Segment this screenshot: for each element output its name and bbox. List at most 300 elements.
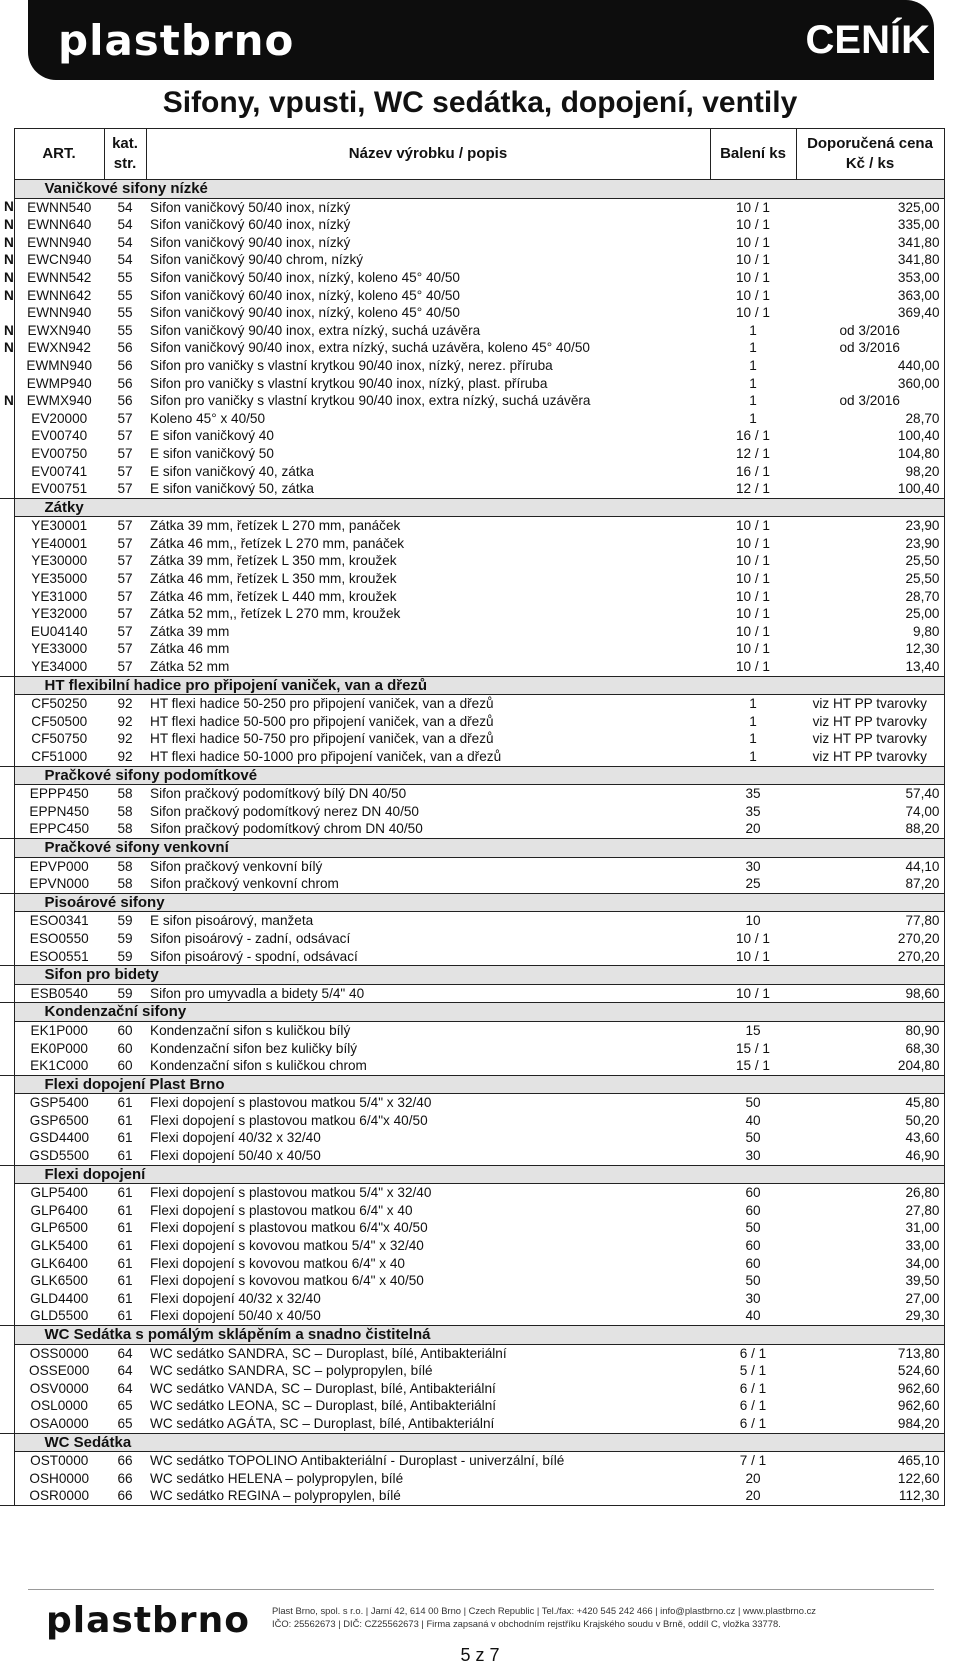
catalog-page: 55 [117,269,133,285]
product-name: E sifon vaničkový 50 [150,445,274,461]
packaging: 10 / 1 [735,269,770,285]
packaging: 16 / 1 [735,428,770,444]
price: 25,50 [796,552,944,570]
section-blank-cell [0,1003,14,1022]
table-row [0,930,944,948]
product-name: WC sedátko SANDRA, SC – Duroplast, bílé, Antibakteriální [150,1345,507,1361]
table-row [0,912,944,930]
catalog-page: 56 [117,393,133,409]
packaging: 10 / 1 [735,518,770,534]
new-flag: N [4,234,14,250]
price: 112,30 [796,1487,944,1505]
product-name: WC sedátko REGINA – polypropylen, bílé [146,1487,710,1505]
section-header-row [0,1326,944,1345]
product-name: HT flexi hadice 50-250 pro připojení vaniček, van a dřezů [150,696,494,712]
table-row [0,427,944,445]
table-row [0,375,944,393]
table-row [0,1147,944,1165]
price: od 3/2016 [796,322,944,340]
product-name: WC sedátko VANDA, SC – Duroplast, bílé, Antibakteriální [150,1380,496,1396]
price: 104,80 [796,445,944,463]
article-code: YE30001 [14,517,104,535]
price: 524,60 [796,1362,944,1380]
catalog-page: 54 [117,252,133,268]
section-title: Flexi dopojení [14,1165,944,1184]
catalog-page: 61 [117,1238,133,1254]
table-row [0,234,944,252]
product-name: Flexi dopojení s plastovou matkou 5/4" x 32/40 [150,1095,432,1111]
product-name: Zátka 46 mm,, řetízek L 270 mm, panáček [150,535,405,551]
new-flag [0,930,14,948]
product-name: Sifon pisoárový - zadní, odsávací [150,930,351,946]
catalog-page: 57 [117,410,133,426]
product-name: Sifon vaničkový 60/40 inox, nízký, koleno 45° 40/50 [150,287,460,303]
section-title: WC Sedátka [14,1433,944,1452]
price: 363,00 [796,287,944,305]
price: 713,80 [796,1344,944,1362]
new-flag [0,1397,14,1415]
new-flag [0,605,14,623]
product-name: Kondenzační sifon bez kuličky bílý [150,1040,358,1056]
catalog-page: 59 [104,948,146,966]
article-code: EWNN540 [14,198,104,216]
price: 39,50 [796,1272,944,1290]
section-title: Kondenzační sifony [14,1003,944,1022]
article-code: EPPN450 [14,803,104,821]
new-flag [0,480,14,498]
table-row [0,640,944,658]
table-row [0,445,944,463]
price: 440,00 [796,357,944,375]
new-flag: N [4,287,14,303]
product-name: WC sedátko AGÁTA, SC – Duroplast, bílé, Antibakteriální [146,1415,710,1433]
new-flag [0,1290,14,1308]
catalog-page: 61 [117,1095,133,1111]
packaging: 30 [745,1290,761,1306]
price-table [0,128,945,1506]
packaging: 1 [749,696,757,712]
catalog-page: 66 [117,1453,133,1469]
new-flag [0,1452,14,1470]
price: 25,00 [796,605,944,623]
price: 74,00 [796,803,944,821]
price: 43,60 [796,1129,944,1147]
section-header-row [0,676,944,695]
product-name: E sifon pisoárový, manžeta [150,913,314,929]
article-code: EWNN642 [14,287,104,305]
article-code: OSH0000 [14,1470,104,1488]
article-code: CF50500 [14,713,104,731]
catalog-page: 57 [117,606,133,622]
product-name: Flexi dopojení s plastovou matkou 6/4"x 40/50 [150,1220,428,1236]
catalog-page: 57 [117,535,133,551]
table-row [0,695,944,713]
price: od 3/2016 [796,392,944,410]
product-name: Sifon pro vaničky s vlastní krytkou 90/40 inox, nízký, plast. příruba [150,375,548,391]
col-header-kat-line1: kat. [112,135,138,152]
catalog-page: 92 [117,696,133,712]
table-row [0,658,944,676]
new-flag: N [4,252,14,268]
packaging: 10 / 1 [710,658,796,676]
article-code: EK1C000 [14,1057,104,1075]
article-code: GSP6500 [14,1112,104,1130]
table-row [0,287,944,305]
new-flag [0,1112,14,1130]
packaging: 10 / 1 [735,571,770,587]
catalog-page: 65 [104,1415,146,1433]
price: 87,20 [796,875,944,893]
packaging: 10 / 1 [735,606,770,622]
new-flag: N [4,393,14,409]
catalog-page: 58 [117,803,133,819]
new-flag [0,875,14,893]
catalog-page: 58 [117,858,133,874]
table-row [0,820,944,838]
catalog-page: 59 [117,930,133,946]
product-name: Sifon pro vaničky s vlastní krytkou 90/40 inox, extra nízký, suchá uzávěra [150,393,591,409]
catalog-page: 61 [117,1112,133,1128]
packaging: 40 [745,1112,761,1128]
new-flag: N [4,269,14,285]
article-code: EWXN940 [14,322,104,340]
article-code: ESO0341 [14,912,104,930]
packaging: 6 / 1 [739,1398,767,1414]
section-title: Vaničkové sifony nízké [14,180,944,199]
table-row [0,1272,944,1290]
packaging: 1 [749,375,757,391]
product-name: Flexi dopojení s kovovou matkou 6/4" x 40/50 [150,1273,424,1289]
catalog-page: 54 [117,199,133,215]
product-name: Koleno 45° x 40/50 [150,410,266,426]
article-code: EPPC450 [14,820,104,838]
new-flag [0,748,14,766]
product-name: HT flexi hadice 50-1000 pro připojení vaniček, van a dřezů [146,748,710,766]
price: 341,80 [796,234,944,252]
article-code: OSR0000 [14,1487,104,1505]
price: 984,20 [796,1415,944,1433]
product-name: WC sedátko TOPOLINO Antibakteriální - Duroplast - univerzální, bílé [150,1453,565,1469]
article-code: EWMN940 [14,357,104,375]
price: 23,90 [796,535,944,553]
packaging: 1 [749,410,757,426]
packaging: 16 / 1 [735,463,770,479]
header-label: CENÍK [805,18,930,62]
packaging: 20 [710,1487,796,1505]
catalog-page: 92 [117,713,133,729]
table-row [0,1129,944,1147]
table-row [0,857,944,875]
product-name: Sifon vaničkový 50/40 inox, nízký, koleno 45° 40/50 [150,269,460,285]
product-name: Flexi dopojení s plastovou matkou 6/4" x 40 [150,1202,413,1218]
catalog-page: 57 [117,445,133,461]
product-name: Sifon pro vaničky s vlastní krytkou 90/40 inox, nízký, nerez. příruba [150,357,553,373]
footer-logo: plastbrno [46,1600,250,1641]
packaging: 12 / 1 [710,480,796,498]
article-code: EU04140 [14,623,104,641]
product-name: Zátka 46 mm, řetízek L 440 mm, kroužek [150,588,397,604]
new-flag [0,1255,14,1273]
table-body [0,180,944,1506]
price: 9,80 [796,623,944,641]
new-flag [0,857,14,875]
section-title: WC Sedátka s pomálým sklápěním a snadno čistitelná [14,1326,944,1345]
packaging: 40 [710,1307,796,1325]
catalog-page: 61 [117,1255,133,1271]
catalog-page: 57 [117,571,133,587]
table-row [0,948,944,966]
section-blank-cell [0,1326,14,1345]
table-row [0,269,944,287]
new-flag [0,535,14,553]
product-name: Zátka 39 mm, řetízek L 350 mm, kroužek [150,553,397,569]
article-code: YE32000 [14,605,104,623]
product-name: Flexi dopojení s kovovou matkou 5/4" x 32/40 [150,1238,424,1254]
catalog-page: 57 [104,480,146,498]
price: 465,10 [796,1452,944,1470]
price: 28,70 [796,410,944,428]
section-title: Pisoárové sifony [14,893,944,912]
new-flag [0,427,14,445]
new-flag [0,1415,14,1433]
new-flag [0,552,14,570]
article-code: EV00740 [14,427,104,445]
product-name: Zátka 39 mm [150,623,230,639]
product-name: Sifon pračkový podomítkový bílý DN 40/50 [150,786,407,802]
catalog-page: 59 [104,984,146,1003]
new-flag [0,517,14,535]
catalog-page: 92 [104,748,146,766]
article-code: EK0P000 [14,1040,104,1058]
section-header-row [0,766,944,785]
new-flag [0,588,14,606]
product-name: WC sedátko HELENA – polypropylen, bílé [150,1470,404,1486]
product-name: E sifon vaničkový 40, zátka [150,463,314,479]
price: viz HT PP tvarovky [796,713,944,731]
new-flag [0,1040,14,1058]
catalog-page: 55 [117,305,133,321]
packaging: 15 [745,1022,761,1038]
table-row [0,1112,944,1130]
catalog-page: 59 [117,913,133,929]
product-name: Sifon vaničkový 90/40 chrom, nízký [150,252,364,268]
article-code: ESO0550 [14,930,104,948]
article-code: EV00750 [14,445,104,463]
new-flag [0,570,14,588]
catalog-page: 66 [104,1487,146,1505]
table-row [0,785,944,803]
product-name: Sifon vaničkový 60/40 inox, nízký [150,217,351,233]
packaging: 10 / 1 [710,984,796,1003]
section-header-row [0,893,944,912]
packaging: 6 / 1 [710,1415,796,1433]
new-flag [0,785,14,803]
product-name: Flexi dopojení s kovovou matkou 6/4" x 40 [150,1255,405,1271]
packaging: 10 / 1 [735,305,770,321]
table-row [0,535,944,553]
product-name: Flexi dopojení 40/32 x 32/40 [150,1290,321,1306]
table-row [0,1344,944,1362]
packaging: 10 [745,913,761,929]
product-name: Sifon pračkový podomítkový nerez DN 40/50 [150,803,419,819]
section-title: Sifon pro bidety [14,966,944,985]
table-row [0,1470,944,1488]
product-name: Sifon pračkový venkovní bílý [150,858,323,874]
table-row [0,875,944,893]
packaging: 20 [745,1470,761,1486]
article-code: EPPP450 [14,785,104,803]
packaging: 10 / 1 [735,234,770,250]
packaging: 15 / 1 [710,1057,796,1075]
packaging: 10 / 1 [735,588,770,604]
article-code: EWMX940 [14,392,104,410]
packaging: 50 [745,1220,761,1236]
table-row [0,1380,944,1398]
product-name: Flexi dopojení 50/40 x 40/50 [146,1307,710,1325]
price: 80,90 [796,1021,944,1039]
article-code: EWMP940 [14,375,104,393]
packaging: 1 [749,340,757,356]
article-code: EWNN940 [14,304,104,322]
table-row [0,730,944,748]
section-header-row [0,1003,944,1022]
product-name: Sifon vaničkový 90/40 inox, nízký, koleno 45° 40/50 [150,305,460,321]
new-flag [0,803,14,821]
catalog-page: 64 [117,1380,133,1396]
packaging: 10 / 1 [735,217,770,233]
article-code: EWNN940 [14,234,104,252]
section-blank-cell [0,766,14,785]
table-row [0,1184,944,1202]
price: 88,20 [796,820,944,838]
packaging: 10 / 1 [735,623,770,639]
packaging: 7 / 1 [739,1453,767,1469]
table-row [0,1202,944,1220]
packaging: 6 / 1 [739,1345,767,1361]
table-row [0,1362,944,1380]
catalog-page: 61 [117,1202,133,1218]
article-code: EV00741 [14,463,104,481]
catalog-page: 64 [117,1363,133,1379]
new-flag [0,1057,14,1075]
article-code: YE35000 [14,570,104,588]
catalog-page: 61 [117,1130,133,1146]
product-name: Zátka 52 mm [146,658,710,676]
section-blank-cell [0,498,14,517]
packaging: 10 / 1 [735,287,770,303]
table-row [0,339,944,357]
packaging: 50 [745,1130,761,1146]
price: 50,20 [796,1112,944,1130]
article-code: GLK6400 [14,1255,104,1273]
price: 270,20 [796,930,944,948]
section-blank-cell [0,676,14,695]
article-code: OST0000 [14,1452,104,1470]
packaging: 10 / 1 [735,535,770,551]
article-code: GSD4400 [14,1129,104,1147]
price: 77,80 [796,912,944,930]
article-code: EPVN000 [14,875,104,893]
article-code: OSV0000 [14,1380,104,1398]
catalog-page: 60 [117,1040,133,1056]
article-code: GSD5500 [14,1147,104,1165]
article-code: EWNN542 [14,269,104,287]
table-row [0,1397,944,1415]
product-name: Sifon pračkový venkovní chrom [146,875,710,893]
catalog-page: 57 [117,641,133,657]
price: 270,20 [796,948,944,966]
table-row [0,713,944,731]
section-header-row [0,498,944,517]
col-header-price-line1: Doporučená cena [807,135,933,152]
catalog-page: 66 [117,1470,133,1486]
packaging: 60 [745,1255,761,1271]
table-row [0,588,944,606]
table-row [0,304,944,322]
table-row [0,748,944,766]
page-number: 5 z 7 [460,1645,500,1665]
article-code: GLP6400 [14,1202,104,1220]
article-code: GLD4400 [14,1290,104,1308]
article-code: EWCN940 [14,251,104,269]
new-flag [0,1202,14,1220]
price: 341,80 [796,251,944,269]
col-header-name: Název výrobku / popis [146,129,710,180]
new-flag [0,1380,14,1398]
product-name: Flexi dopojení s plastovou matkou 6/4"x 40/50 [150,1112,428,1128]
table-row [0,463,944,481]
new-flag [0,375,14,393]
price: 335,00 [796,216,944,234]
section-blank-cell [0,1075,14,1094]
product-name: WC sedátko SANDRA, SC – polypropylen, bílé [150,1363,433,1379]
footer-divider [28,1589,934,1590]
price: 33,00 [796,1237,944,1255]
product-name: Sifon vaničkový 90/40 inox, extra nízký, suchá uzávěra [150,322,481,338]
price: 962,60 [796,1397,944,1415]
packaging: 50 [745,1273,761,1289]
catalog-page: 57 [117,518,133,534]
new-flag [0,658,14,676]
price: 962,60 [796,1380,944,1398]
new-flag [0,1237,14,1255]
new-flag: N [4,340,14,356]
new-flag: N [4,199,14,215]
new-flag: N [4,217,14,233]
catalog-page: 61 [117,1273,133,1289]
price: 27,00 [796,1290,944,1308]
catalog-page: 56 [117,340,133,356]
table-row [0,984,944,1003]
product-name: Flexi dopojení 50/40 x 40/50 [146,1147,710,1165]
table-header-row [0,129,944,180]
new-flag [0,640,14,658]
new-flag [0,1219,14,1237]
packaging: 25 [710,875,796,893]
packaging: 60 [745,1202,761,1218]
packaging: 35 [745,786,761,802]
price: 57,40 [796,785,944,803]
section-header-row [0,1165,944,1184]
new-flag [0,463,14,481]
table-row [0,803,944,821]
catalog-page: 56 [117,375,133,391]
packaging: 1 [749,393,757,409]
packaging: 60 [745,1238,761,1254]
product-name: Sifon vaničkový 50/40 inox, nízký [150,199,351,215]
article-code: YE34000 [14,658,104,676]
price: 12,30 [796,640,944,658]
